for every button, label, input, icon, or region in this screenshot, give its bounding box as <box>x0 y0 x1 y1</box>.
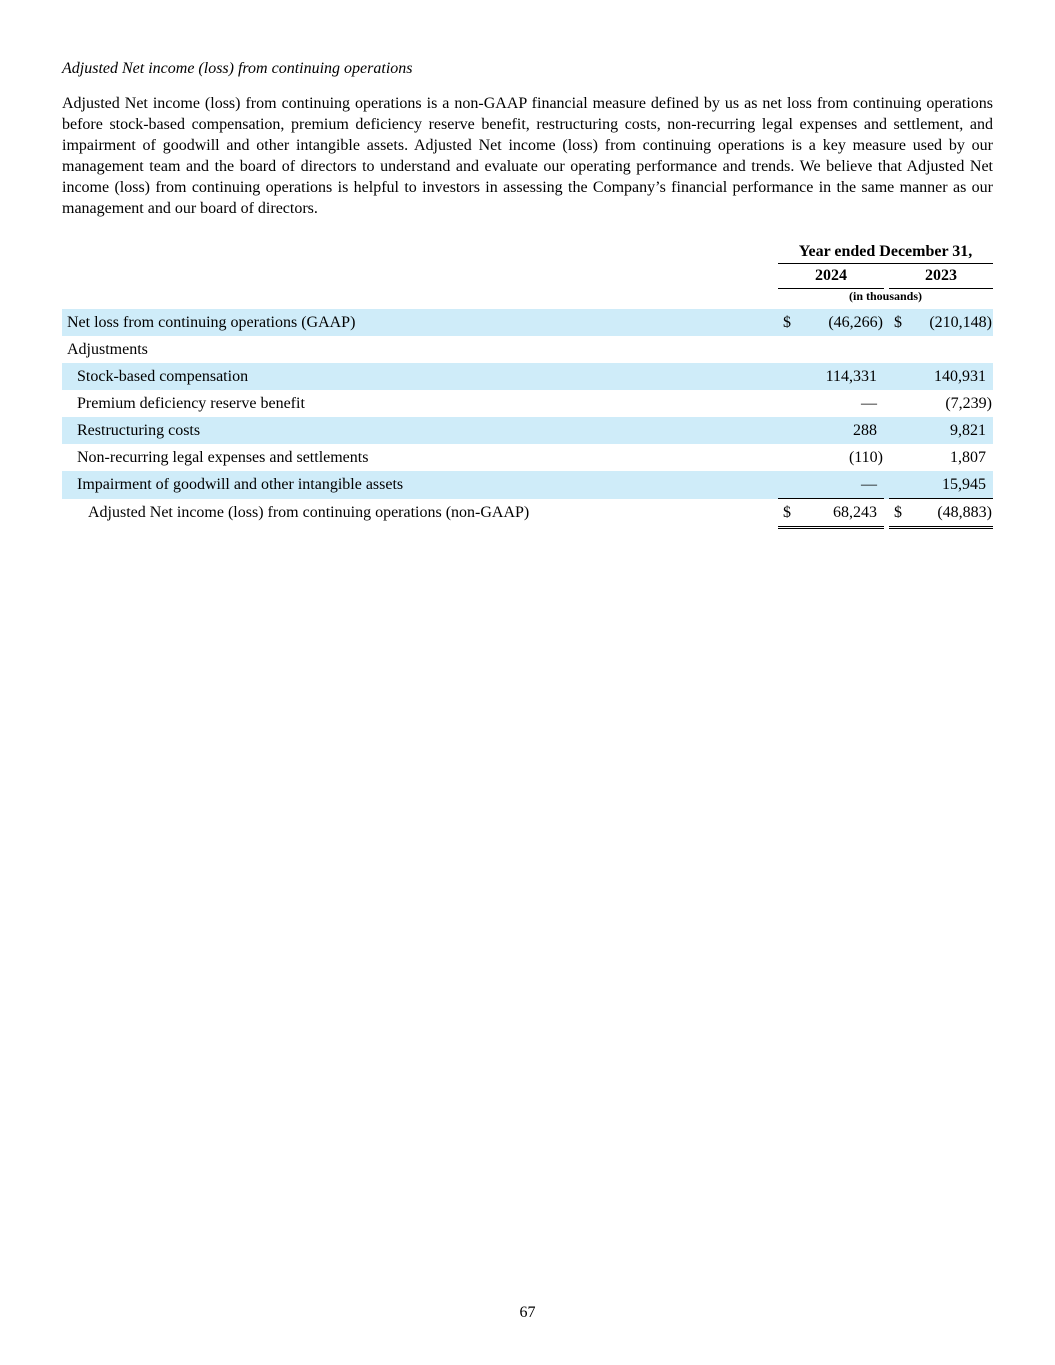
table-row-restructuring <box>62 417 993 444</box>
value-2024: 114,331 <box>792 363 884 390</box>
section-heading: Adjusted Net income (loss) from continuing operations <box>62 60 413 77</box>
dollar-sign: $ <box>778 309 792 336</box>
year-2023-header: 2023 <box>889 264 993 289</box>
table-row-premium-deficiency <box>62 390 993 417</box>
dollar-sign: $ <box>889 309 903 336</box>
value-2023: (48,883) <box>903 499 993 528</box>
document-page <box>62 58 993 529</box>
value-2023: 15,945 <box>903 471 993 499</box>
value-2024: — <box>792 471 884 499</box>
value-2023: (210,148) <box>903 309 993 336</box>
units-label: (in thousands) <box>848 289 923 303</box>
year-2024-header: 2024 <box>778 264 884 289</box>
row-label: Adjustments <box>67 340 148 358</box>
row-label: Restructuring costs <box>62 417 778 444</box>
body-paragraph: Adjusted Net income (loss) from continuing operations is a non-GAAP financial measure defined by us as net loss from continuing operations before stock-based compensation, premium deficiency reserve benefit, restructuring costs, non-recurring legal expenses and settlement, and impairment of goodwill and other intangible assets. Adjusted Net income (loss) from continuing operations is a key measure used by our management team and the board of directors to understand and evaluate our operating performance and trends. We believe that Adjusted Net income (loss) from continuing operations is helpful to investors in assessing the Company’s financial performance in the same manner as our management and our board of directors. <box>62 95 993 217</box>
dollar-sign: $ <box>889 499 903 528</box>
row-label: Stock-based compensation <box>62 363 778 390</box>
adjusted-net-income-table <box>62 241 993 529</box>
row-label: Impairment of goodwill and other intangible assets <box>62 471 778 499</box>
row-label: Net loss from continuing operations (GAAP) <box>62 309 778 336</box>
dollar-sign: $ <box>778 499 792 528</box>
value-2024: — <box>861 394 877 412</box>
page-number: 67 <box>519 1304 536 1321</box>
value-2024: (110) <box>848 448 883 466</box>
table-units-row <box>62 289 993 310</box>
row-label: Premium deficiency reserve benefit <box>77 394 305 412</box>
table-years-row <box>62 264 993 289</box>
table-row-adjustments <box>62 336 993 363</box>
period-header: Year ended December 31, <box>778 241 993 264</box>
value-2024: 288 <box>792 417 884 444</box>
row-label: Non-recurring legal expenses and settlements <box>77 448 369 466</box>
table-row-net-loss <box>62 309 993 336</box>
value-2023: (7,239) <box>945 394 992 412</box>
value-2023: 1,807 <box>950 448 986 466</box>
table-row-stock-comp <box>62 363 993 390</box>
value-2023: 140,931 <box>903 363 993 390</box>
table-row-legal-expenses <box>62 444 993 471</box>
table-row-impairment <box>62 471 993 499</box>
table-row-adjusted-total <box>62 499 993 528</box>
table-period-header-row <box>62 241 993 264</box>
value-2024: 68,243 <box>792 499 884 528</box>
value-2024: (46,266) <box>792 309 884 336</box>
value-2023: 9,821 <box>903 417 993 444</box>
row-label: Adjusted Net income (loss) from continuing operations (non-GAAP) <box>88 504 530 521</box>
